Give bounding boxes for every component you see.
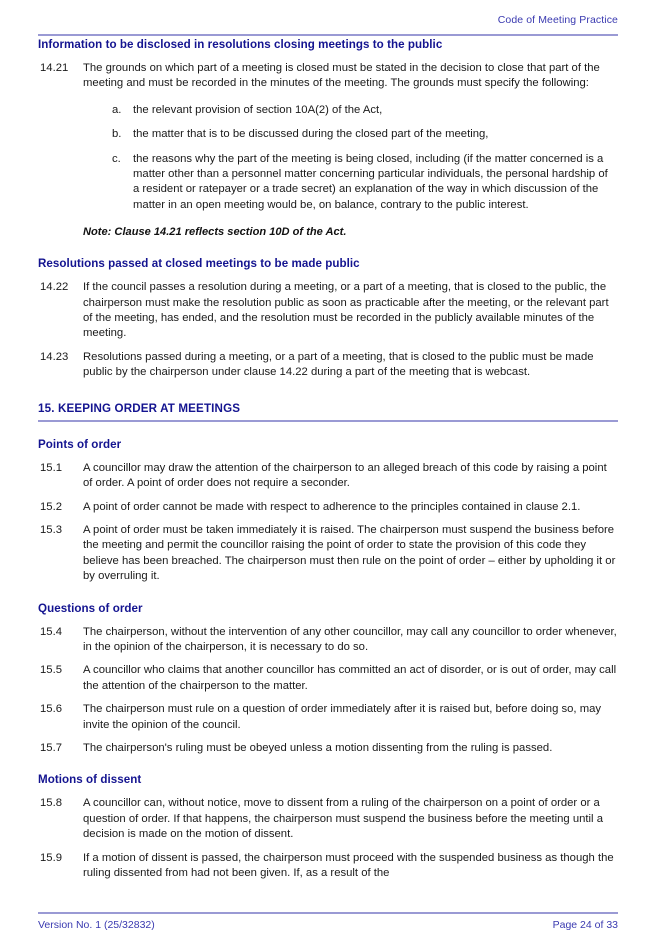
list-item-marker: c. — [112, 152, 121, 165]
clause-number: 15.2 — [40, 500, 62, 513]
list-item-text: the relevant provision of section 10A(2) of the Act, — [133, 103, 383, 116]
clause-14-23 — [38, 350, 618, 381]
list-item-marker: b. — [112, 128, 122, 141]
page-header — [38, 14, 618, 36]
heading-motions-of-dissent: Motions of dissent — [38, 773, 142, 787]
clause-15-8 — [38, 796, 618, 842]
clause-number: 15.8 — [40, 797, 62, 810]
heading-points-of-order: Points of order — [38, 437, 122, 451]
clause-text: The chairperson, without the intervention of any other councillor, may call any councillor to order whenever, in the opinion of the chairperson, it is necessary to do so. — [83, 625, 617, 653]
clause-text: A councillor may draw the attention of the chairperson to an alleged breach of this code by raising a point of order. A point of order does not require a seconder. — [83, 461, 607, 490]
clause-text: A point of order must be taken immediately it is raised. The chairperson must suspend the business before the meeting and permit the councillor raising the point of order to state the provision of this code they believe has been breached. The chairperson must then rule on the point of order – either by upholding it or by overruling it. — [83, 523, 616, 583]
clause-15-1 — [38, 461, 618, 492]
list-item-text: the matter that is to be discussed during the closed part of the meeting, — [133, 128, 489, 141]
clause-15-3 — [38, 523, 618, 585]
clause-text: Resolutions passed during a meeting, or a part of a meeting, that is closed to the public must be made public by the chairperson under clause 14.22 during a part of the meeting that is webcast. — [83, 350, 594, 379]
heading-information-to-be-disclosed: Information to be disclosed in resolutions closing meetings to the public — [38, 38, 443, 51]
heading-resolutions-made-public: Resolutions passed at closed meetings to be made public — [38, 257, 360, 271]
heading-questions-of-order: Questions of order — [38, 601, 143, 615]
footer-row — [38, 919, 618, 932]
list-item — [38, 127, 618, 142]
clause-text: The chairperson's ruling must be obeyed unless a motion dissenting from the ruling is passed. — [83, 741, 553, 754]
header-divider — [38, 34, 618, 36]
clause-14-21 — [38, 61, 618, 92]
section-title: 15. KEEPING ORDER AT MEETINGS — [38, 401, 241, 415]
clause-number: 15.5 — [40, 664, 62, 677]
footer-divider — [38, 912, 618, 914]
page-content — [38, 38, 618, 889]
clause-15-4 — [38, 625, 618, 656]
footer-page-number: Page 24 of 33 — [552, 919, 618, 931]
clause-text: The chairperson must rule on a question of order immediately after it is raised but, before doing so, may invite the opinion of the council. — [83, 703, 602, 731]
page-footer — [38, 912, 618, 936]
header-title: Code of Meeting Practice — [497, 14, 618, 26]
clause-15-5 — [38, 663, 618, 694]
list-item — [38, 152, 618, 214]
clause-text: If a motion of dissent is passed, the chairperson must proceed with the suspended business as though the ruling dissented from had not been given. If, as a result of the — [83, 851, 614, 879]
clause-15-9 — [38, 851, 618, 882]
clause-text: A point of order cannot be made with respect to adherence to the principles contained in clause 2.1. — [83, 500, 581, 513]
clause-text: If the council passes a resolution during a meeting, or a part of a meeting, that is closed to the public, the chairperson must make the resolution public as soon as practicable after the meeting, or the relevant part of the meeting, has ended, and the resolution must be recorded in the publicly available minutes of the meeting. — [83, 281, 609, 340]
section-15-header — [38, 402, 618, 422]
clause-number: 15.7 — [40, 741, 62, 754]
clause-number: 15.4 — [40, 625, 62, 638]
list-item-marker: a. — [112, 103, 122, 116]
clause-number: 15.9 — [40, 851, 62, 864]
clause-number: 14.23 — [40, 350, 69, 363]
clause-text: A councillor can, without notice, move to dissent from a ruling of the chairperson on a point of order or a question of order. If that happens, the chairperson must suspend the business before the meeting until a decision is made on the motion of dissent. — [83, 797, 603, 841]
clause-15-6 — [38, 702, 618, 733]
lettered-list-14-21 — [38, 103, 618, 213]
clause-number: 15.1 — [40, 461, 62, 474]
clause-14-22 — [38, 280, 618, 342]
note-clause-14-21: Note: Clause 14.21 reflects section 10D of the Act. — [83, 226, 347, 239]
clause-number: 15.3 — [40, 523, 62, 536]
clause-text: A councillor who claims that another councillor has committed an act of disorder, or is out of order, may call the attention of the chairperson to the matter. — [83, 664, 617, 692]
clause-number: 14.22 — [40, 281, 69, 294]
clause-number: 15.6 — [40, 703, 62, 716]
footer-version: Version No. 1 (25/32832) — [38, 919, 155, 931]
clause-number: 14.21 — [40, 62, 69, 74]
clause-15-7 — [38, 741, 618, 756]
clause-text: The grounds on which part of a meeting is closed must be stated in the decision to close that part of the meeting and must be recorded in the minutes of the meeting. The grounds must specify the following: — [83, 62, 600, 90]
list-item-text: the reasons why the part of the meeting is being closed, including (if the matter concerned is a matter other than a personnel matter concerning particular individuals, the personal hardship of a resident or ratepayer or a trade secret) an explanation of the way in which discussion of the matter in an open meeting would be, on balance, contrary to the public interest. — [133, 152, 608, 211]
list-item — [38, 103, 618, 118]
clause-15-2 — [38, 500, 618, 515]
section-divider — [38, 420, 618, 422]
